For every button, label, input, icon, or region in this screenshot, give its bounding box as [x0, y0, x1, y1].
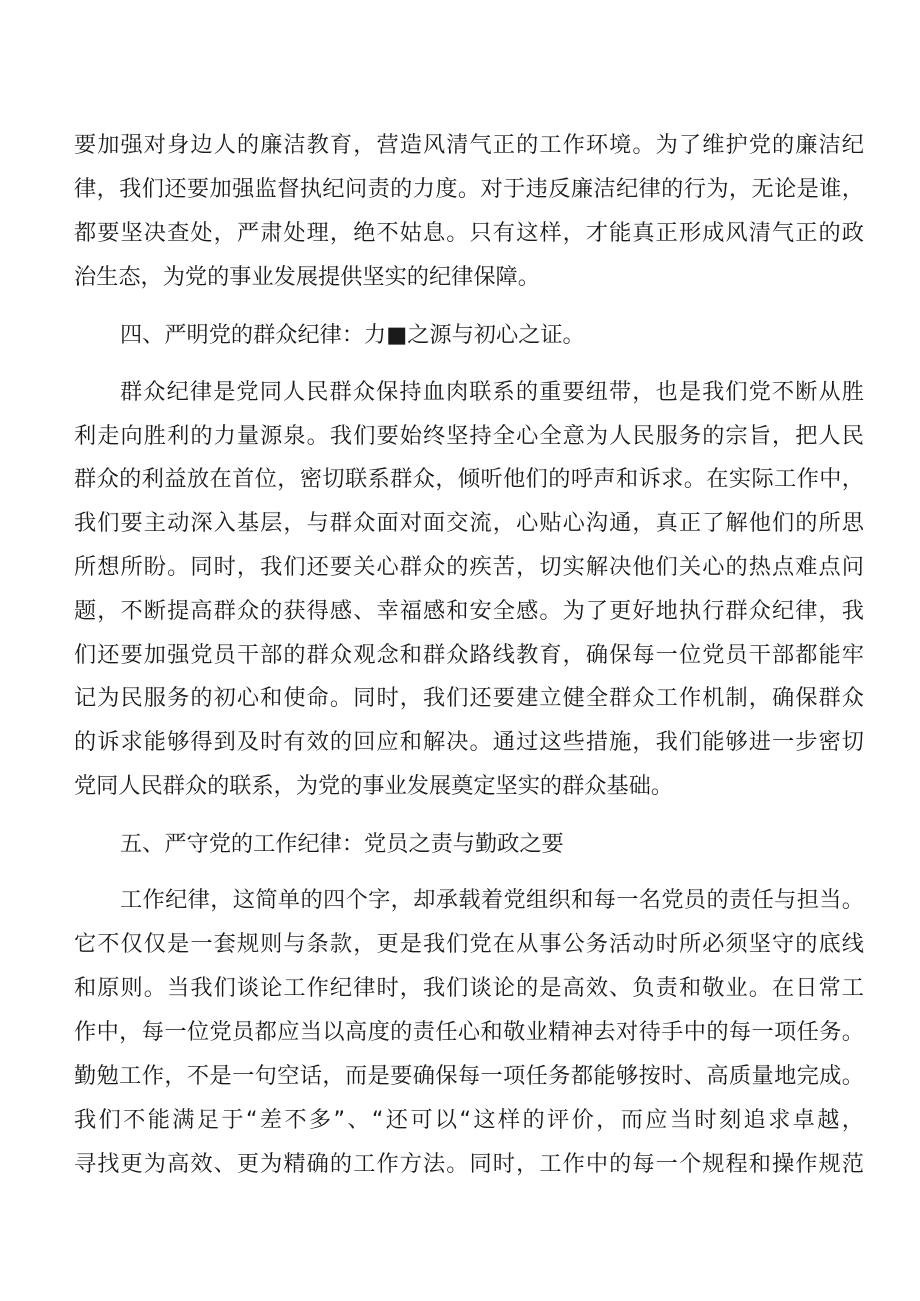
paragraph-line: 勤勉工作，不是一句空话，而是要确保每一项任务都能够按时、高质量地完成。 [74, 1063, 864, 1089]
paragraph-line: 群众纪律是党同人民群众保持血肉联系的重要纽带，也是我们党不断从胜 [120, 379, 864, 405]
paragraph-line: 治生态，为党的事业发展提供坚实的纪律保障。 [74, 264, 540, 290]
paragraph-line: 律，我们还要加强监督执纪问责的力度。对于违反廉洁纪律的行为，无论是谁， [74, 176, 864, 202]
paragraph-line: 党同人民群众的联系，为党的事业发展奠定坚实的群众基础。 [74, 773, 674, 799]
paragraph-line: 工作纪律，这简单的四个字，却承载着党组织和每一名党员的责任与担当。 [120, 887, 864, 913]
paragraph-line: 作中，每一位党员都应当以高度的责任心和敬业精神去对待手中的每一项任务。 [74, 1019, 864, 1045]
paragraph-line: 要加强对身边人的廉洁教育，营造风清气正的工作环境。为了维护党的廉洁纪 [74, 132, 864, 158]
paragraph-line: 我们不能满足于“差不多”、“还可以“这样的评价，而应当时刻追求卓越， [74, 1107, 864, 1133]
paragraph-line: 的诉求能够得到及时有效的回应和解决。通过这些措施，我们能够进一步密切 [74, 729, 864, 755]
paragraph-line: 寻找更为高效、更为精确的工作方法。同时，工作中的每一个规程和操作规范 [74, 1151, 864, 1177]
paragraph-line: 利走向胜利的力量源泉。我们要始终坚持全心全意为人民服务的宗旨，把人民 [74, 423, 864, 449]
section-heading: 五、严守党的工作纪律：党员之责与勤政之要 [120, 831, 564, 857]
paragraph-line: 群众的利益放在首位，密切联系群众，倾听他们的呼声和诉求。在实际工作中， [74, 466, 864, 492]
paragraph-line: 我们要主动深入基层，与群众面对面交流，心贴心沟通，真正了解他们的所思 [74, 510, 864, 536]
paragraph-line: 所想所盼。同时，我们还要关心群众的疾苦，切实解决他们关心的热点难点问 [74, 554, 864, 580]
paragraph-line: 们还要加强党员干部的群众观念和群众路线教育，确保每一位党员干部都能牢 [74, 642, 864, 668]
paragraph-line: 和原则。当我们谈论工作纪律时，我们谈论的是高效、负责和敬业。在日常工 [74, 975, 864, 1001]
paragraph-line: 它不仅仅是一套规则与条款，更是我们党在从事公务活动时所必须坚守的底线 [74, 931, 864, 957]
paragraph-line: 都要坚决查处，严肃处理，绝不姑息。只有这样，才能真正形成风清气正的政 [74, 220, 864, 246]
section-heading: 四、严明党的群众纪律：力■之源与初心之证。 [120, 322, 585, 348]
paragraph-line: 题，不断提高群众的获得感、幸福感和安全感。为了更好地执行群众纪律，我 [74, 598, 864, 624]
paragraph-line: 记为民服务的初心和使命。同时，我们还要建立健全群众工作机制，确保群众 [74, 685, 864, 711]
